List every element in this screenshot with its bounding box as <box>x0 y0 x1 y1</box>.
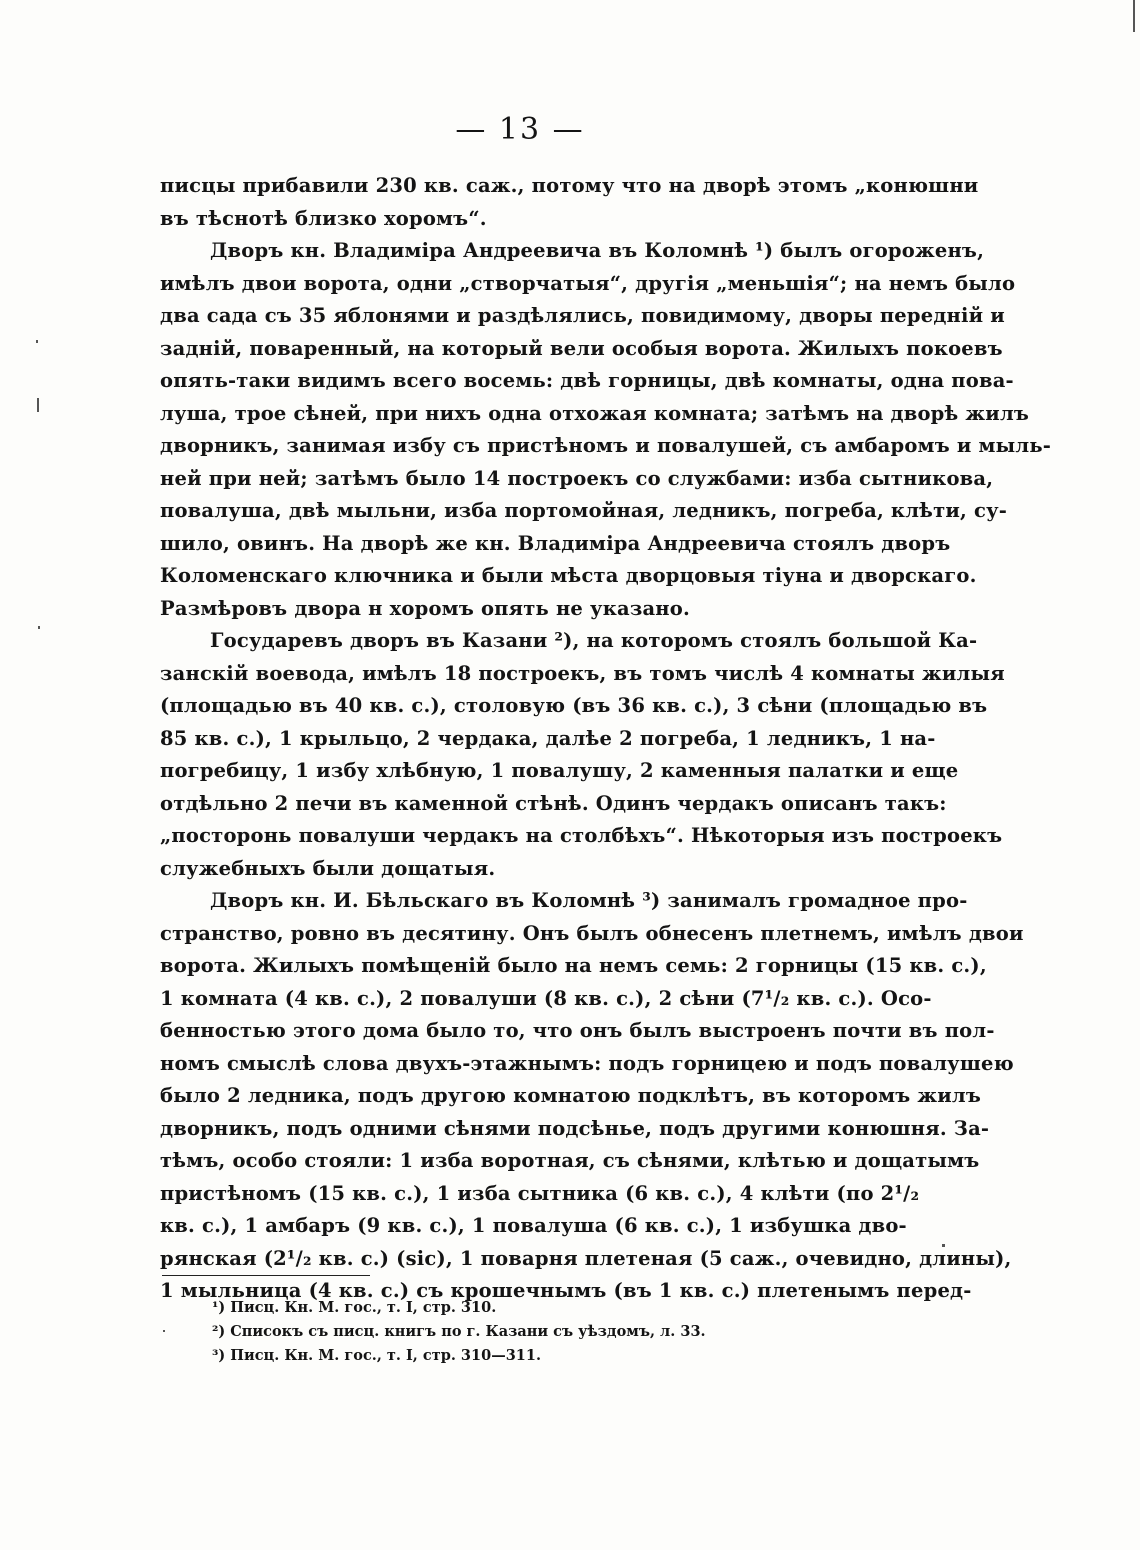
text-line: опять-таки видимъ всего восемь: двѣ горницы, двѣ комнаты, одна пова- <box>160 369 1014 392</box>
text-line: писцы прибавили 230 кв. саж., потому что на дворѣ этомъ „конюшни <box>160 174 979 197</box>
text-line: ворота. Жилыхъ помѣщеній было на немъ семь: 2 горницы (15 кв. с.), <box>160 954 987 977</box>
text-line: 1 мыльница (4 кв. с.) съ крошечнымъ (въ 1 кв. с.) плетенымъ перед- <box>160 1279 972 1302</box>
page-number: — 13 — <box>455 112 585 147</box>
text-line: было 2 ледника, подъ другою комнатою подклѣтъ, въ которомъ жилъ <box>160 1084 982 1107</box>
text-line: два сада съ 35 яблонями и раздѣлялись, повидимому, дворы передній и <box>160 304 1005 327</box>
text-line: ней при ней; затѣмъ было 14 построекъ со службами: изба сытникова, <box>160 466 994 490</box>
text-line: пристѣномъ (15 кв. с.), 1 изба сытника (6 кв. с.), 4 клѣти (по 2¹/₂ <box>160 1181 920 1205</box>
text-line: повалуша, двѣ мыльни, изба портомойная, ледникъ, погреба, клѣти, су- <box>160 499 1008 522</box>
text-line: имѣлъ двои ворота, одни „створчатыя“, другія „меньшія“; на немъ было <box>160 271 1016 295</box>
text-line: тѣмъ, особо стояли: 1 изба воротная, съ сѣнями, клѣтью и дощатымъ <box>160 1149 980 1172</box>
text-line: занскій воевода, имѣлъ 18 построекъ, въ томъ числѣ 4 комнаты жилыя <box>160 661 1005 685</box>
text-line: шило, овинъ. На дворѣ же кн. Владиміра Андреевича стоялъ дворъ <box>160 531 951 555</box>
text-line: Дворъ кн. И. Бѣльскаго въ Коломнѣ ³) занималъ громадное про- <box>210 889 968 912</box>
text-line: задній, поваренный, на который вели особыя ворота. Жилыхъ покоевъ <box>160 336 1003 360</box>
scan-mark <box>38 626 40 629</box>
text-line: дворникъ, подъ одними сѣнями подсѣнье, подъ другими конюшня. За- <box>160 1116 990 1140</box>
text-line: „посторонь повалуши чердакъ на столбѣхъ“. Нѣкоторыя изъ построекъ <box>160 824 1003 847</box>
footnote-2: ²) Списокъ съ писц. книгъ по г. Казани съ уѣздомъ, л. 33. <box>212 1323 706 1340</box>
text-line: 85 кв. с.), 1 крыльцо, 2 чердака, далѣе 2 погреба, 1 ледникъ, 1 на- <box>160 726 936 750</box>
text-line: Государевъ дворъ въ Казани ²), на которомъ стоялъ большой Ка- <box>210 629 978 652</box>
text-line: рянская (2¹/₂ кв. с.) (sic), 1 поварня плетеная (5 саж., очевидно, длины), <box>160 1246 1012 1270</box>
text-line: дворникъ, занимая избу съ пристѣномъ и повалушей, съ амбаромъ и мыль- <box>160 434 1052 457</box>
scan-mark <box>1133 0 1135 32</box>
text-line: 1 комната (4 кв. с.), 2 повалуши (8 кв. с.), 2 сѣни (7¹/₂ кв. с.). Осо- <box>160 986 932 1010</box>
text-line: странство, ровно въ десятину. Онъ былъ обнесенъ плетнемъ, имѣлъ двои <box>160 921 1024 945</box>
text-line: Коломенскаго ключника и были мѣста дворцовыя тіуна и дворскаго. <box>160 564 977 587</box>
footnote-1: ¹) Писц. Кн. М. гос., т. I, стр. 310. <box>212 1299 497 1316</box>
text-line: кв. с.), 1 амбаръ (9 кв. с.), 1 повалуша (6 кв. с.), 1 избушка дво- <box>160 1214 907 1237</box>
text-line: номъ смыслѣ слова двухъ-этажнымъ: подъ горницею и подъ повалушею <box>160 1051 1014 1075</box>
scan-mark <box>36 340 38 343</box>
text-line: отдѣльно 2 печи въ каменной стѣнѣ. Одинъ чердакъ описанъ такъ: <box>160 791 947 815</box>
text-line: (площадью въ 40 кв. с.), столовую (въ 36 кв. с.), 3 сѣни (площадью въ <box>160 694 988 717</box>
scan-mark <box>163 1330 165 1332</box>
scan-mark <box>37 398 39 412</box>
footnote-3: ³) Писц. Кн. М. гос., т. I, стр. 310—311. <box>212 1347 542 1364</box>
text-line: Дворъ кн. Владиміра Андреевича въ Коломнѣ ¹) былъ огороженъ, <box>210 239 985 262</box>
text-line: въ тѣснотѣ близко хоромъ“. <box>160 206 487 230</box>
body-text <box>160 170 1052 1308</box>
text-line: служебныхъ были дощатыя. <box>160 856 496 880</box>
text-line: погребицу, 1 избу хлѣбную, 1 повалушу, 2 каменныя палатки и еще <box>160 759 959 782</box>
footnote-divider <box>162 1275 370 1276</box>
footnotes <box>212 1296 912 1368</box>
text-line: луша, трое сѣней, при нихъ одна отхожая комната; затѣмъ на дворѣ жилъ <box>160 401 1030 425</box>
scan-mark <box>942 1244 945 1247</box>
text-line: Размѣровъ двора н хоромъ опять не указано. <box>160 596 690 620</box>
text-line: бенностью этого дома было то, что онъ былъ выстроенъ почти въ пол- <box>160 1019 995 1042</box>
